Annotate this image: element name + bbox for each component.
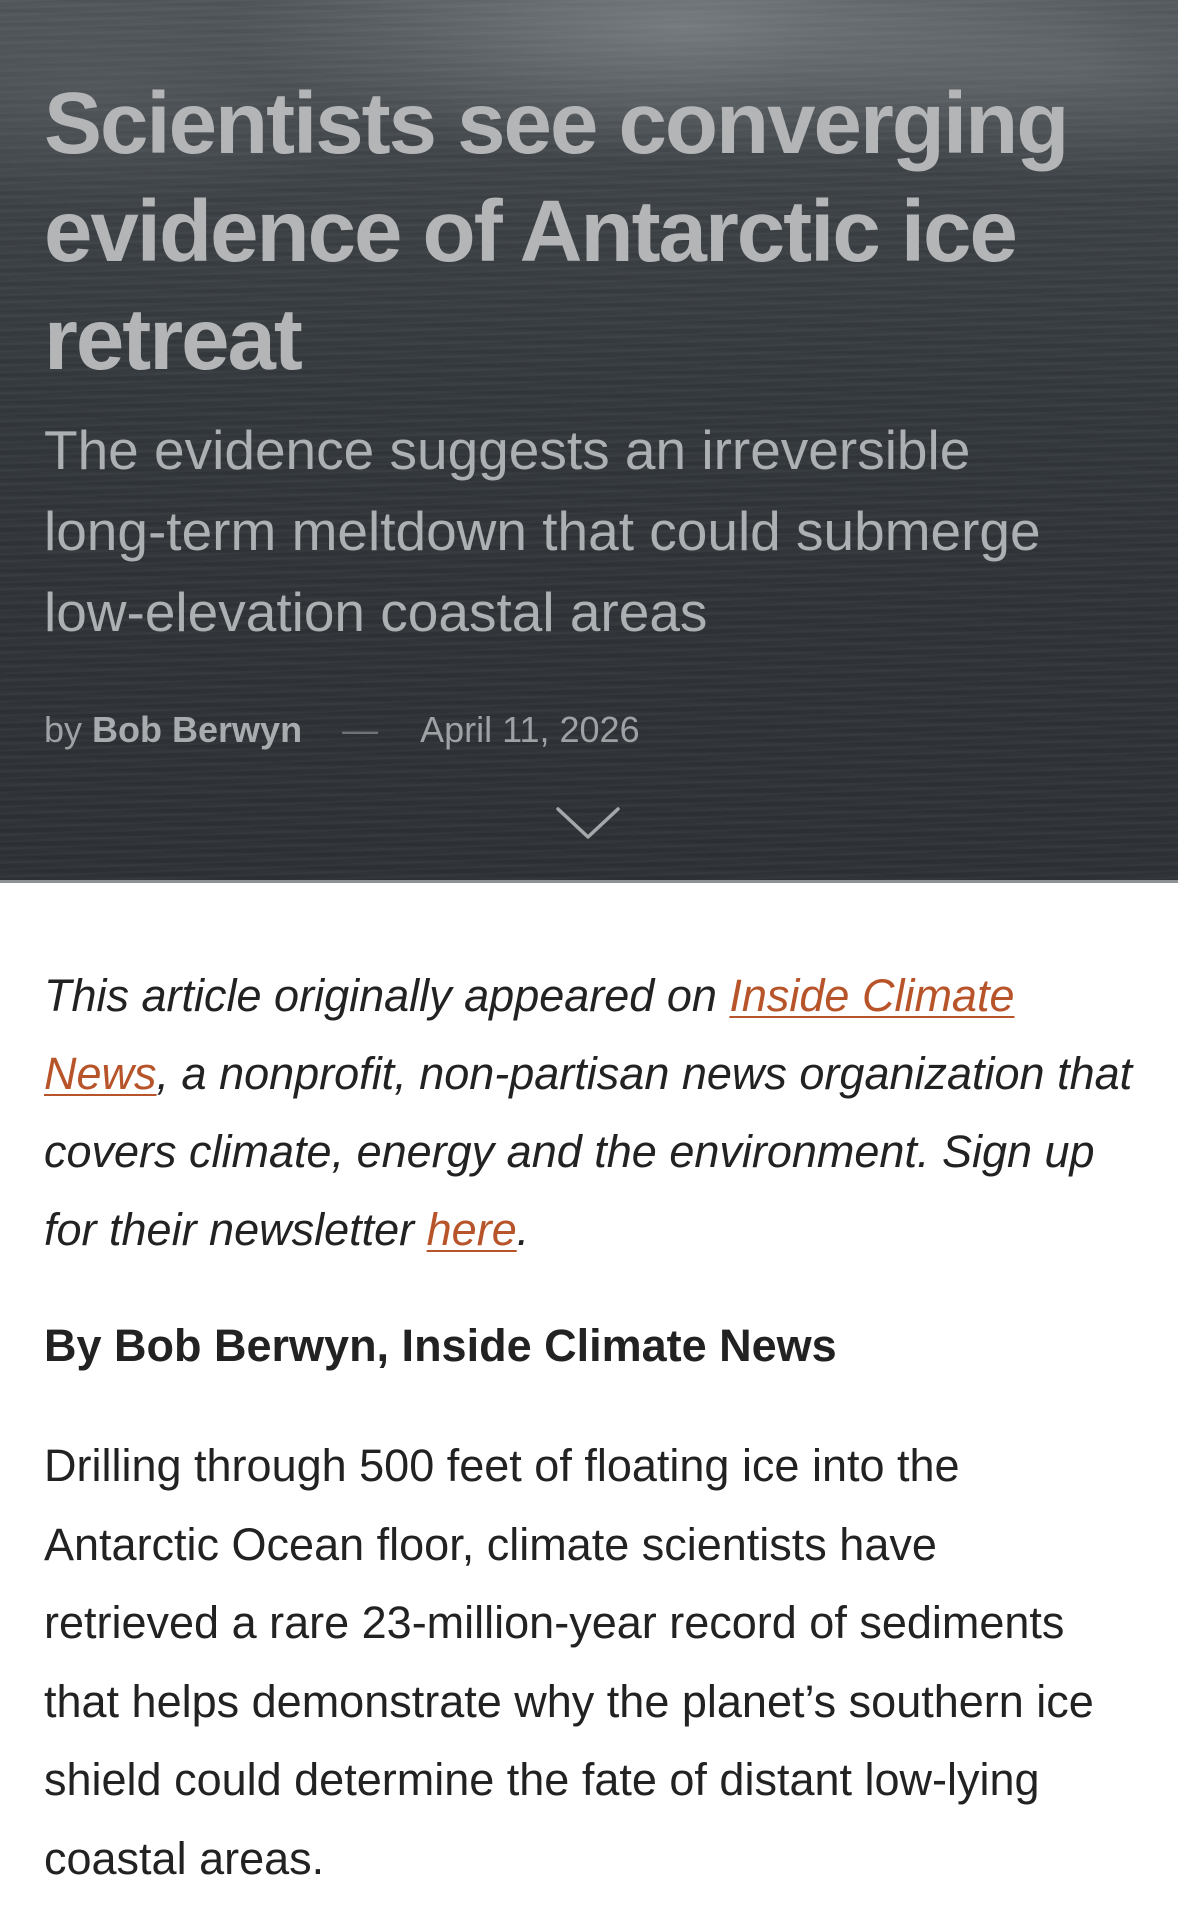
inside-climate-news-link[interactable]: Inside Climate News [44, 970, 1015, 1099]
note-end-text: . [516, 1204, 530, 1255]
author-credit: By Bob Berwyn, Inside Climate News [44, 1320, 837, 1371]
article-subheadline: The evidence suggests an irreversible long-term meltdown that could submerge low-elevation coastal areas [44, 419, 1041, 643]
article-paragraph: Drilling through 500 feet of floating ice into the Antarctic Ocean floor, climate scientists have retrieved a rare 23-million-year record of sediments that helps demonstrate why the planet’s southern ice shield could determine the fate of distant low-lying coastal areas. [44, 1440, 1094, 1884]
chevron-down-icon[interactable] [555, 805, 621, 841]
byline-date: April 11, 2026 [420, 709, 640, 750]
article-byline [44, 708, 640, 752]
newsletter-signup-link[interactable]: here [426, 1204, 517, 1255]
article-body [44, 883, 1134, 1898]
note-lead-text: This article originally appeared on [44, 970, 730, 1021]
article-headline: Scientists see converging evidence of Antarctic ice retreat [44, 75, 1068, 388]
republish-note [44, 957, 1134, 1269]
byline-author-link[interactable]: Bob Berwyn [92, 709, 303, 750]
note-middle-text: , a nonprofit, non-partisan news organization that covers climate, energy and the environment. Sign up for their newsletter [44, 1048, 1133, 1255]
byline-prefix: by [44, 709, 83, 750]
article-hero [0, 0, 1178, 883]
byline-separator: — [342, 709, 379, 750]
